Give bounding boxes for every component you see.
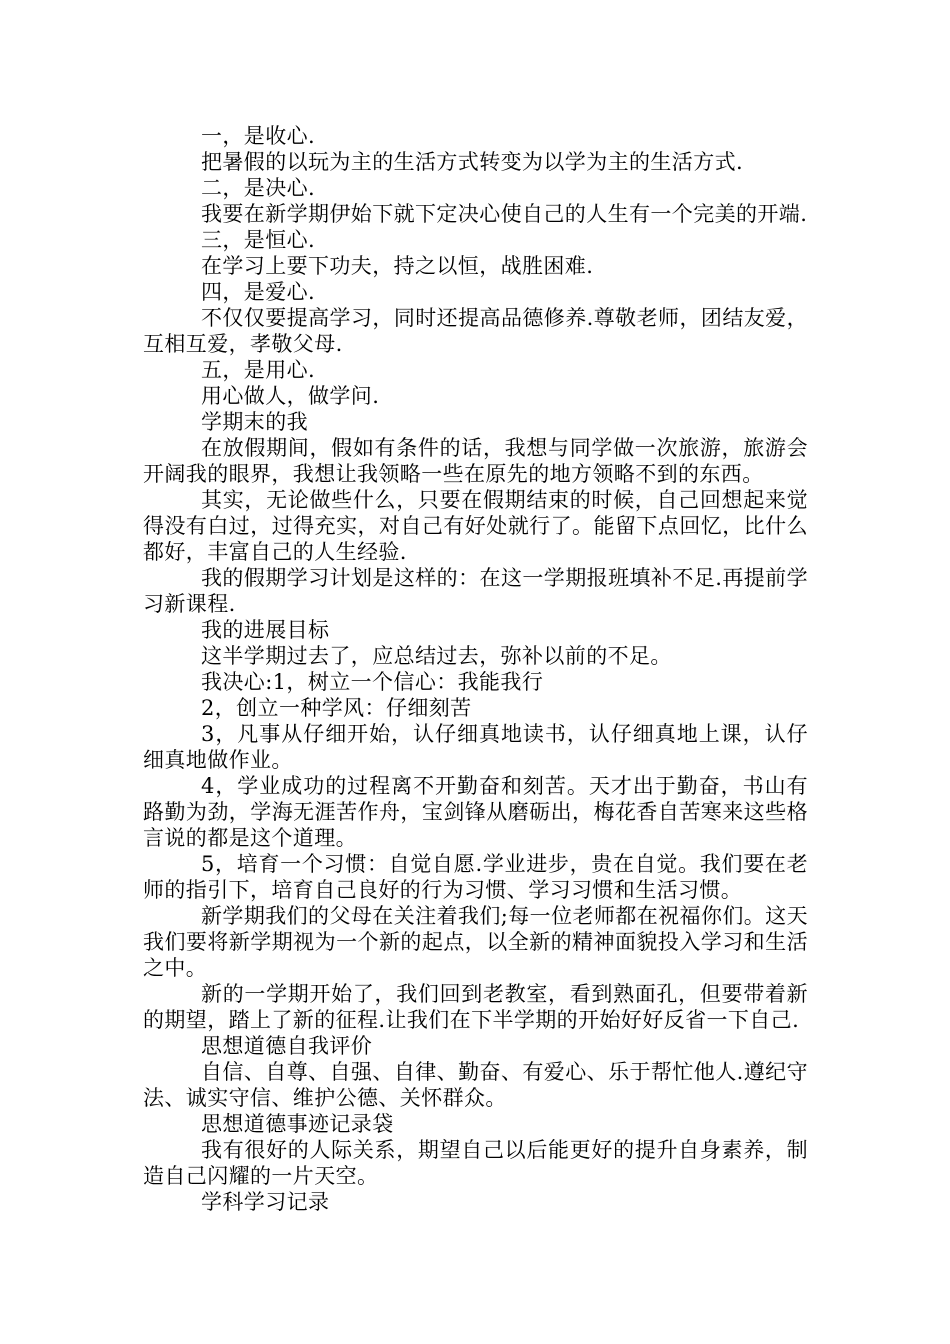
paragraph: 把暑假的以玩为主的生活方式转变为以学为主的生活方式. [201, 150, 744, 174]
paragraph: 自信、自尊、自强、自律、勤奋、有爱心、乐于帮忙他人.遵纪守法、诚实守信、维护公德、关怀群众。 [143, 1060, 808, 1110]
section-heading: 思想道德事迹记录袋 [201, 1112, 394, 1136]
paragraph: 用心做人，做学问. [201, 384, 380, 408]
paragraph: 二，是决心. [201, 176, 316, 200]
paragraph: 其实，无论做些什么，只要在假期结束的时候，自己回想起来觉得没有白过，过得充实，对自己有好处就行了。能留下点回忆，比什么都好，丰富自己的人生经验. [143, 488, 808, 564]
section-heading: 我的进展目标 [201, 618, 330, 642]
paragraph: 我的假期学习计划是这样的：在这一学期报班填补不足.再提前学习新课程. [143, 566, 808, 616]
paragraph: 新学期我们的父母在关注着我们;每一位老师都在祝福你们。这天我们要将新学期视为一个新的起点，以全新的精神面貌投入学习和生活之中。 [143, 904, 808, 980]
document-body [143, 123, 808, 1215]
paragraph: 4，学业成功的过程离不开勤奋和刻苦。天才出于勤奋，书山有路勤为劲，学海无涯苦作舟，宝剑锋从磨砺出，梅花香自苦寒来这些格言说的都是这个道理。 [143, 774, 808, 850]
section-heading: 学科学习记录 [201, 1190, 330, 1214]
paragraph: 在学习上要下功夫，持之以恒，战胜困难. [201, 254, 594, 278]
paragraph: 在放假期间，假如有条件的话，我想与同学做一次旅游，旅游会开阔我的眼界，我想让我领略一些在原先的地方领略不到的东西。 [143, 436, 808, 486]
paragraph: 我有很好的人际关系，期望自己以后能更好的提升自身素养，制造自己闪耀的一片天空。 [143, 1138, 808, 1188]
paragraph: 我决心:1，树立一个信心：我能我行 [201, 670, 544, 694]
paragraph: 三，是恒心. [201, 228, 316, 252]
paragraph: 5，培育一个习惯：自觉自愿.学业进步，贵在自觉。我们要在老师的指引下，培育自己良好的行为习惯、学习习惯和生活习惯。 [143, 852, 808, 902]
paragraph: 不仅仅要提高学习，同时还提高品德修养.尊敬老师，团结友爱，互相互爱，孝敬父母. [143, 306, 808, 356]
section-heading: 学期末的我 [201, 410, 308, 434]
section-heading: 思想道德自我评价 [201, 1034, 373, 1058]
paragraph: 一，是收心. [201, 124, 316, 148]
paragraph: 新的一学期开始了，我们回到老教室，看到熟面孔，但要带着新的期望，踏上了新的征程.让我们在下半学期的开始好好反省一下自己. [143, 982, 808, 1032]
paragraph: 四，是爱心. [201, 280, 316, 304]
paragraph: 3，凡事从仔细开始，认仔细真地读书，认仔细真地上课，认仔细真地做作业。 [143, 722, 808, 772]
paragraph: 2，创立一种学风：仔细刻苦 [201, 696, 472, 720]
paragraph: 我要在新学期伊始下就下定决心使自己的人生有一个完美的开端. [201, 202, 808, 226]
paragraph: 这半学期过去了，应总结过去，弥补以前的不足。 [201, 644, 672, 668]
paragraph: 五，是用心. [201, 358, 316, 382]
